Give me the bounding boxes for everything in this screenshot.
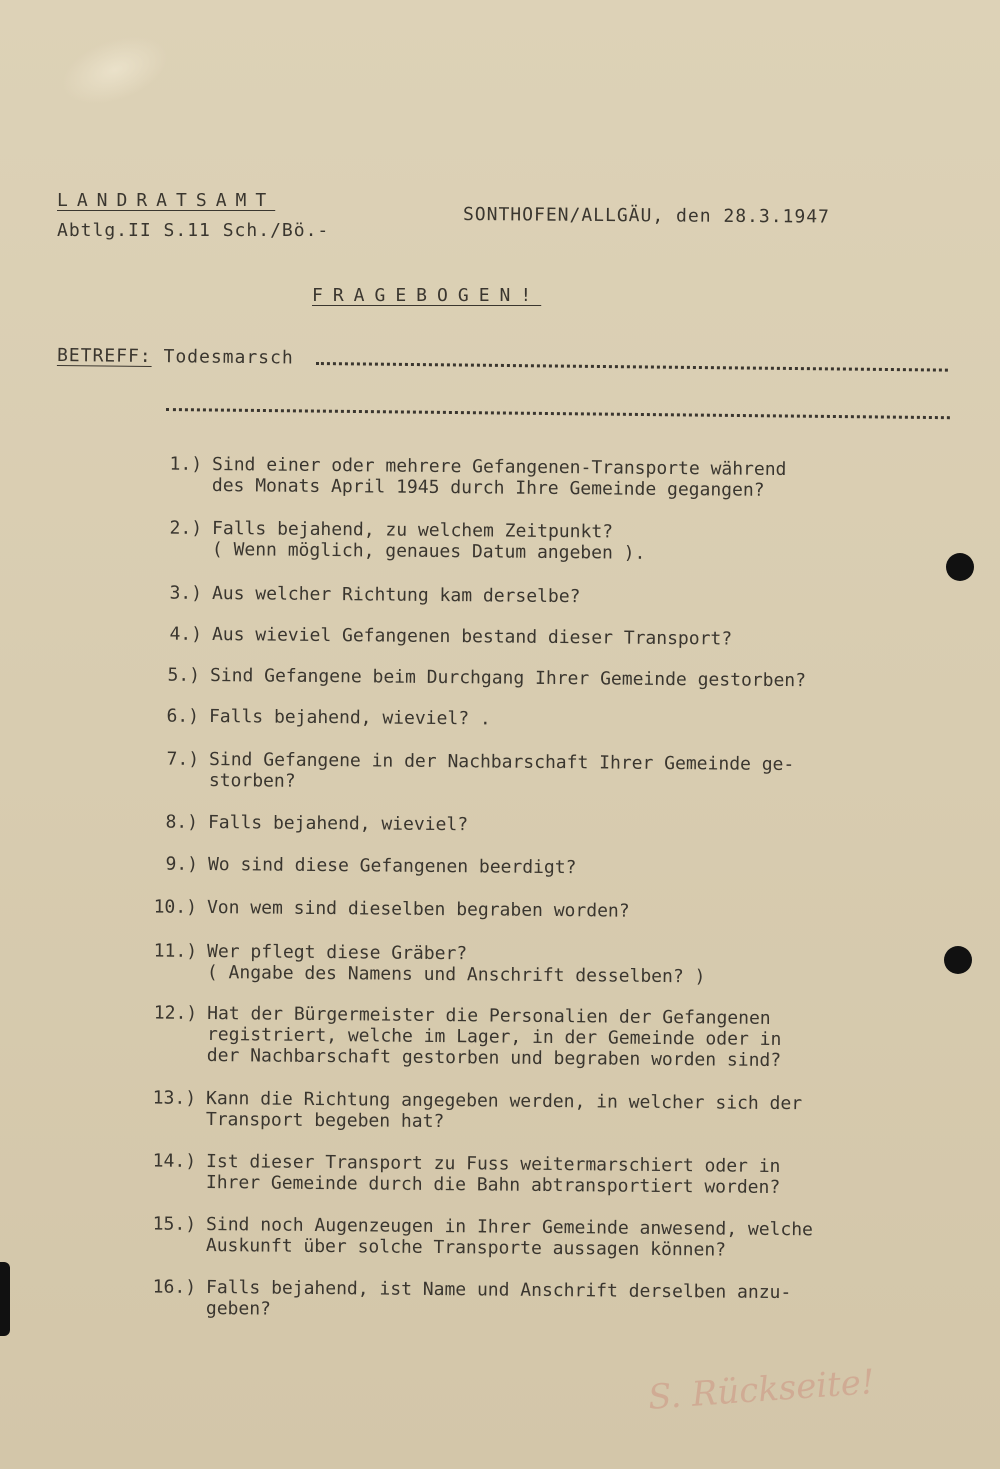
document-title: FRAGEBOGEN! <box>312 285 542 306</box>
question-number: 8.) <box>165 811 199 833</box>
question-text-line: Falls bejahend, zu welchem Zeitpunkt? <box>212 518 614 543</box>
question-text-line: ( Wenn möglich, genaues Datum angeben ). <box>211 539 646 564</box>
question-text-line: der Nachbarschaft gestorben und begraben worden sind? <box>206 1044 782 1072</box>
question-text-line: registriert, welche im Lager, in der Gemeinde oder in <box>206 1024 782 1051</box>
question-item <box>166 705 491 730</box>
question-item <box>169 582 581 608</box>
question-number: 14.) <box>152 1150 197 1172</box>
question-text-line: Ist dieser Transport zu Fuss weitermarschiert oder in <box>206 1151 781 1178</box>
question-item <box>153 1002 782 1072</box>
question-item <box>169 623 733 650</box>
question-text-line: Ihrer Gemeinde durch die Bahn abtransportiert worden? <box>205 1172 781 1199</box>
betreff-value: Todesmarsch <box>163 346 294 369</box>
office-name: LANDRATSAMT <box>57 190 276 211</box>
question-number: 2.) <box>169 517 203 539</box>
question-number: 11.) <box>153 940 198 962</box>
question-text-line: Falls bejahend, wieviel? <box>207 812 469 836</box>
question-item <box>167 664 807 692</box>
question-text-line: Transport begeben hat? <box>205 1109 445 1133</box>
question-item <box>153 940 706 988</box>
question-item <box>152 1087 803 1135</box>
question-text-line: Von wem sind dieselben begraben worden? <box>206 897 630 922</box>
question-text-line: Hat der Bürgermeister die Personalien der Gefangenen <box>207 1003 771 1029</box>
question-text-line: ( Angabe des Namens und Anschrift desselben? ) <box>206 962 706 988</box>
question-text-line: Sind noch Augenzeugen in Ihrer Gemeinde anwesend, welche <box>206 1214 814 1241</box>
question-number: 7.) <box>166 748 200 770</box>
reference-line: Abtlg.II S.11 Sch./Bö.- <box>57 220 330 241</box>
question-item <box>165 853 577 879</box>
question-text-line: Kann die Richtung angegeben werden, in welcher sich der <box>206 1088 803 1115</box>
question-number: 3.) <box>169 582 203 604</box>
question-text-line: des Monats April 1945 durch Ihre Gemeinde gegangen? <box>211 475 765 501</box>
betreff-label: BETREFF: <box>56 345 152 367</box>
question-text-line: Aus welcher Richtung kam derselbe? <box>211 583 581 608</box>
question-text-line: geben? <box>205 1298 272 1320</box>
question-number: 1.) <box>169 453 203 475</box>
question-number: 16.) <box>152 1276 197 1298</box>
question-text-line: storben? <box>208 770 296 792</box>
question-item <box>152 1276 792 1324</box>
question-item <box>169 453 787 501</box>
question-number: 10.) <box>153 896 198 918</box>
question-item <box>152 1150 781 1199</box>
question-number: 15.) <box>152 1213 197 1235</box>
question-number: 9.) <box>165 853 199 875</box>
question-number: 4.) <box>169 623 203 645</box>
question-number: 13.) <box>152 1087 197 1109</box>
question-number: 12.) <box>153 1002 198 1024</box>
question-number: 5.) <box>167 664 201 686</box>
place-date: SONTHOFEN/ALLGÄU, den 28.3.1947 <box>462 204 831 228</box>
handwritten-note: S. Rückseite! <box>646 1362 876 1418</box>
question-text-line: Falls bejahend, wieviel? . <box>208 706 491 730</box>
question-item <box>165 811 469 836</box>
question-item <box>153 896 630 922</box>
question-text-line: Auskunft über solche Transporte aussagen können? <box>205 1235 727 1261</box>
question-text-line: Sind Gefangene beim Durchgang Ihrer Gemeinde gestorben? <box>209 665 807 692</box>
question-text-line: Wer pflegt diese Gräber? <box>207 941 468 965</box>
question-item <box>166 748 795 796</box>
question-text-line: Aus wieviel Gefangenen bestand dieser Transport? <box>211 624 733 650</box>
question-item <box>169 517 646 564</box>
question-item <box>152 1213 814 1261</box>
question-text-line: Falls bejahend, ist Name und Anschrift derselben anzu- <box>206 1277 792 1304</box>
question-number: 6.) <box>166 705 200 727</box>
question-text-line: Sind einer oder mehrere Gefangenen-Transporte während <box>212 454 787 481</box>
question-text-line: Sind Gefangene in der Nachbarschaft Ihrer Gemeinde ge- <box>209 749 795 776</box>
question-text-line: Wo sind diese Gefangenen beerdigt? <box>207 854 577 879</box>
